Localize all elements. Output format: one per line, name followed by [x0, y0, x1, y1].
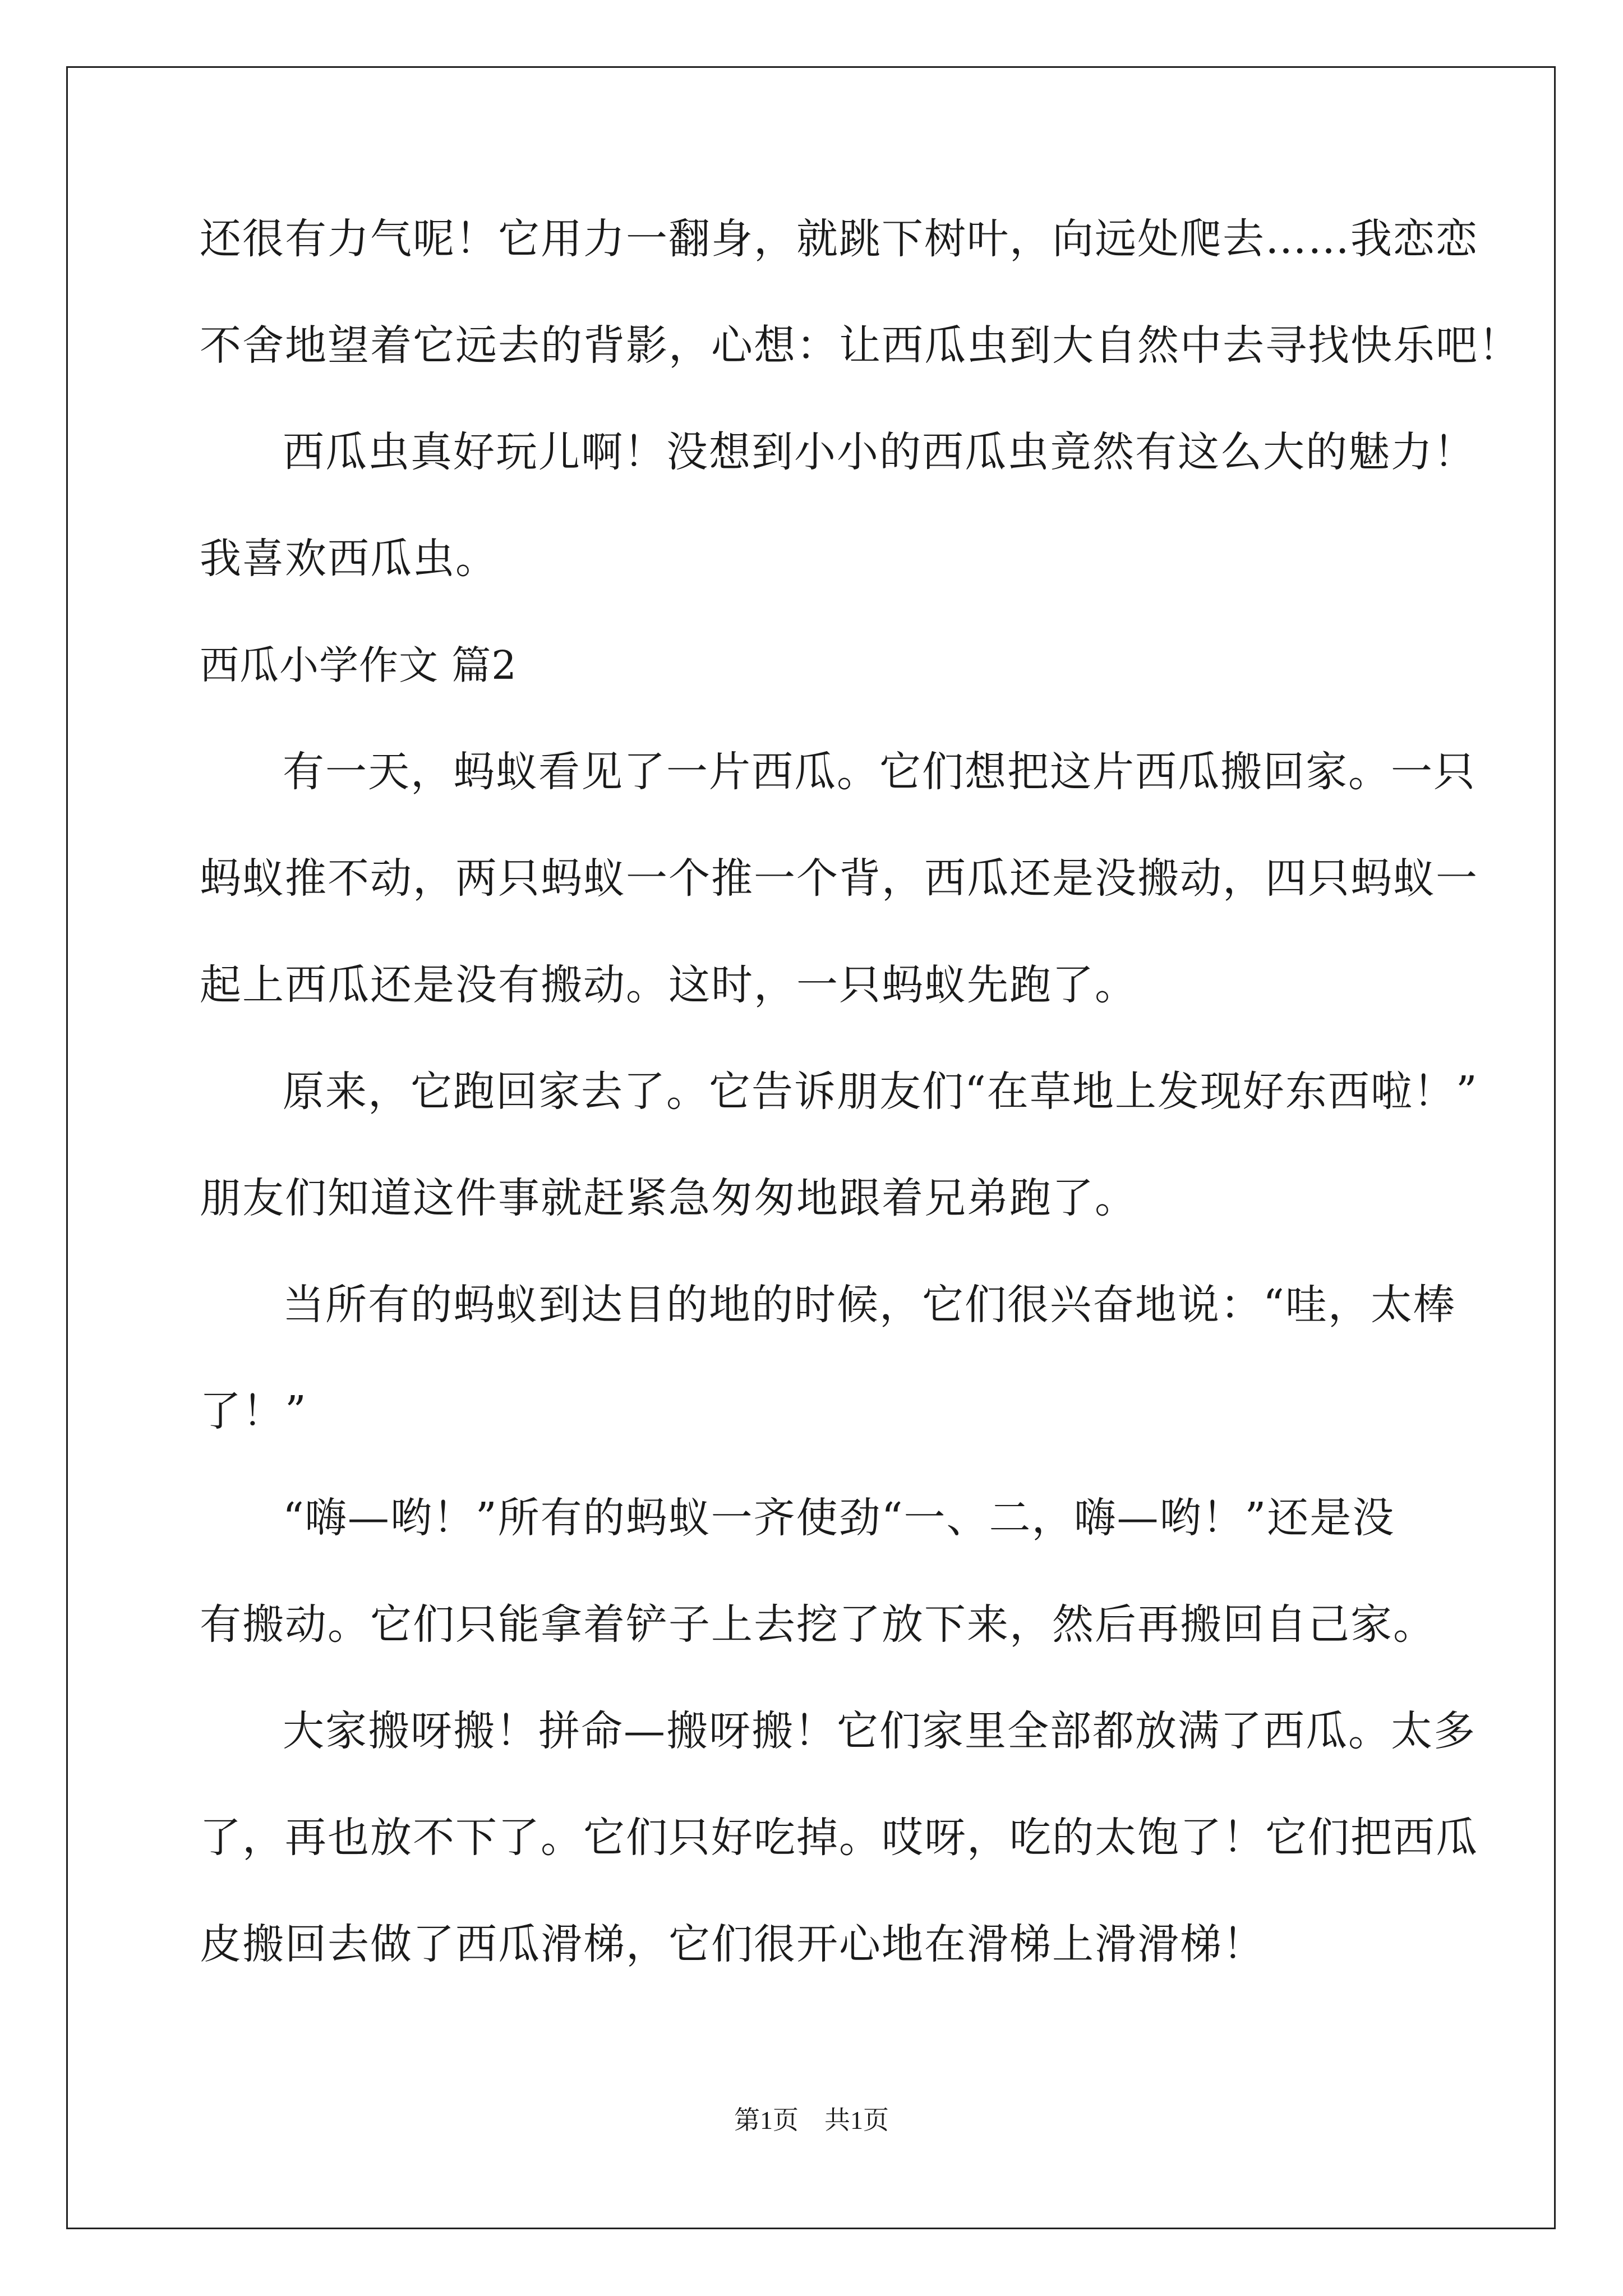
text-line: 蚂蚁推不动，两只蚂蚁一个推一个背，西瓜还是没搬动，四只蚂蚁一	[200, 854, 1478, 903]
text-line: 起上西瓜还是没有搬动。这时，一只蚂蚁先跑了。	[200, 961, 1137, 1009]
paragraph-start: 大家搬呀搬！拼命—搬呀搬！它们家里全部都放满了西瓜。太多	[283, 1707, 1476, 1755]
paragraph-start: 西瓜虫真好玩儿啊！没想到小小的西瓜虫竟然有这么大的魅力！	[283, 428, 1476, 476]
text-line: 不舍地望着它远去的背影，心想：让西瓜虫到大自然中去寻找快乐吧！	[200, 321, 1521, 370]
page-footer	[0, 2105, 1623, 2136]
document-body	[200, 213, 1521, 1970]
text-line: 我喜欢西瓜虫。	[200, 535, 498, 583]
text-line: 了，再也放不下了。它们只好吃掉。哎呀，吃的太饱了！它们把西瓜	[200, 1814, 1478, 1862]
text-line: 皮搬回去做了西瓜滑梯，它们很开心地在滑梯上滑滑梯！	[200, 1920, 1265, 1968]
paragraph-start: 原来，它跑回家去了。它告诉朋友们“在草地上发现好东西啦！”	[283, 1068, 1478, 1116]
section-heading: 西瓜小学作文 篇2	[200, 642, 517, 688]
text-line: 了！”	[200, 1387, 307, 1435]
paragraph-start: “嗨—哟！”所有的蚂蚁一齐使劲“一、二，嗨—哟！”还是没	[283, 1494, 1395, 1542]
text-line: 朋友们知道这件事就赶紧急匆匆地跟着兄弟跑了。	[200, 1174, 1137, 1222]
page-number: 第1页	[734, 2106, 799, 2134]
page-total: 共1页	[824, 2106, 889, 2134]
text-line: 还很有力气呢！它用力一翻身，就跳下树叶，向远处爬去……我恋恋	[200, 215, 1478, 263]
paragraph-start: 当所有的蚂蚁到达目的地的时候，它们很兴奋地说：“哇，太棒	[283, 1281, 1456, 1329]
text-line: 有搬动。它们只能拿着铲子上去挖了放下来，然后再搬回自己家。	[200, 1600, 1436, 1649]
paragraph-start: 有一天，蚂蚁看见了一片西瓜。它们想把这片西瓜搬回家。一只	[283, 748, 1476, 796]
